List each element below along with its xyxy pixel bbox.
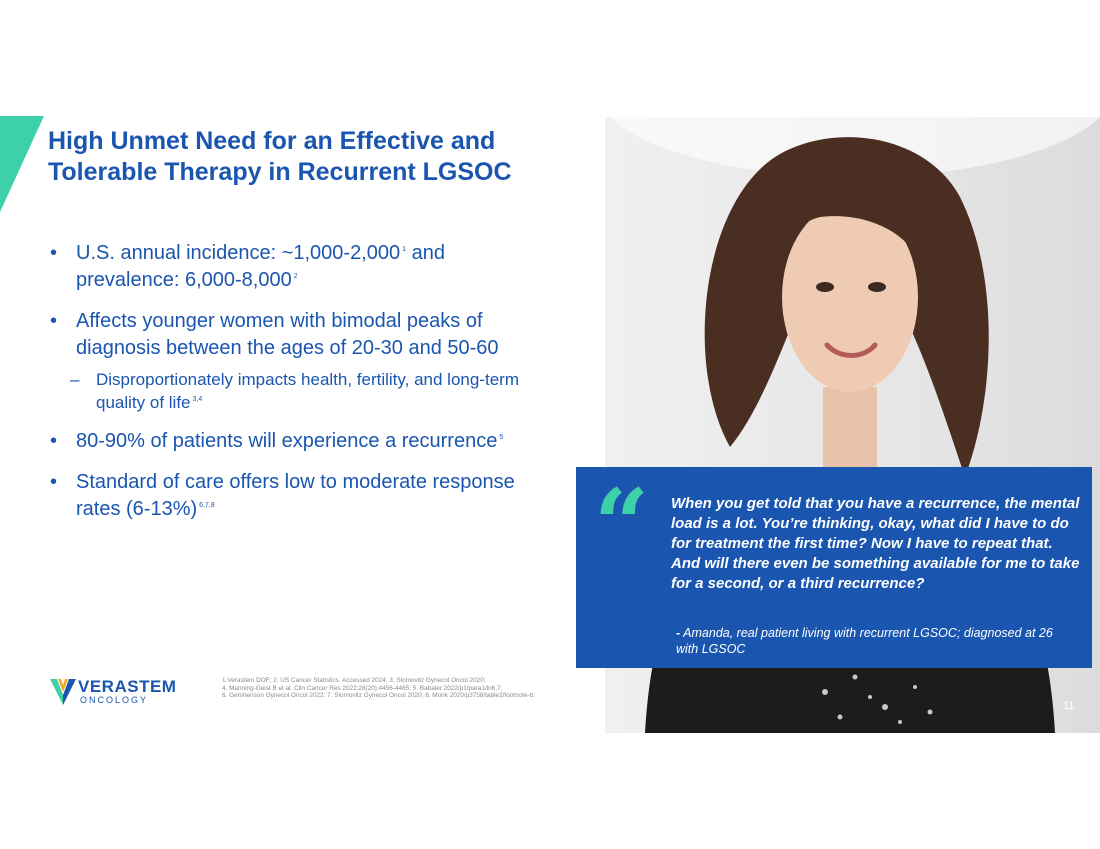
bullet-item: [50, 240, 550, 294]
bullet-marker: •: [50, 471, 58, 493]
bullet-text: Standard of care offers low to moderate response rates (6-13%): [76, 471, 515, 520]
citation-superscript: 1: [402, 246, 407, 254]
citation-superscript: 5: [499, 434, 504, 442]
bullet-spacer: [50, 414, 550, 428]
citation-superscript: 3,4: [192, 396, 203, 404]
reference-line: 1.Verastem DOF; 2. US Cancer Statistics. Accessed 2024; 3. Slomovitz Gynecol Oncol 2020;: [222, 677, 486, 684]
logo-wordmark: VERASTEM: [78, 677, 177, 696]
sub-bullet-item: [50, 368, 550, 414]
quote-attribution: [676, 625, 1076, 657]
bullet-item: [50, 469, 550, 523]
bullet-text: U.S. annual incidence: ~1,000-2,000: [76, 242, 401, 264]
bullet-text: Disproportionately impacts health, fertility, and long-term quality of life: [96, 370, 519, 412]
logo-subtitle: ONCOLOGY: [80, 695, 149, 705]
quote-text: When you get told that you have a recurrence, the mental load is a lot. You’re thinking, okay, what did I have to do for treatment the first time? Now I have to repeat that. And will there even be something available for me to take for a second, or a third recurrence?: [671, 495, 1080, 592]
bullet-marker: •: [50, 242, 58, 264]
bullet-text: and prevalence: 6,000-8,000: [76, 242, 445, 291]
company-logo: [50, 677, 200, 707]
bullet-list: [50, 240, 550, 537]
bullet-text: 80-90% of patients will experience a recurrence: [76, 430, 498, 452]
bullet-marker: •: [50, 430, 58, 452]
citation-superscript: 6,7,8: [199, 502, 215, 510]
teal-accent-shape: [0, 116, 44, 212]
reference-line: 4. Manning-Geist B et al. Clin Cancer Res 2022;28(20):4456-4465; 5. Babaier 2022/p1/para1/ln6,7;: [222, 684, 503, 692]
bullet-item: [50, 308, 550, 362]
attribution-dash: -: [676, 626, 681, 640]
reference-line: 6. Gershenson Gynecol Oncol 2022; 7. Slomovitz Gynecol Oncol 2020; 8. Monk 2020/p3758/table2/footnote-b;: [222, 692, 535, 700]
page-number: 11: [1063, 700, 1075, 712]
slide-title: High Unmet Need for an Effective and Tolerable Therapy in Recurrent LGSOC: [48, 127, 512, 186]
bullet-text: Affects younger women with bimodal peaks of diagnosis between the ages of 20-30 and 50-60: [76, 310, 499, 359]
sub-bullet-marker: –: [70, 370, 80, 389]
bullet-item: [50, 428, 550, 455]
patient-quote-box: [576, 467, 1092, 668]
bullet-marker: •: [50, 310, 58, 332]
verastem-v-logo-icon: [50, 677, 76, 707]
quote-mark-icon: “: [594, 468, 650, 581]
references: [222, 677, 602, 700]
attribution-text: Amanda, real patient living with recurrent LGSOC; diagnosed at 26 with LGSOC: [676, 626, 1053, 656]
citation-superscript: 2: [293, 273, 298, 281]
